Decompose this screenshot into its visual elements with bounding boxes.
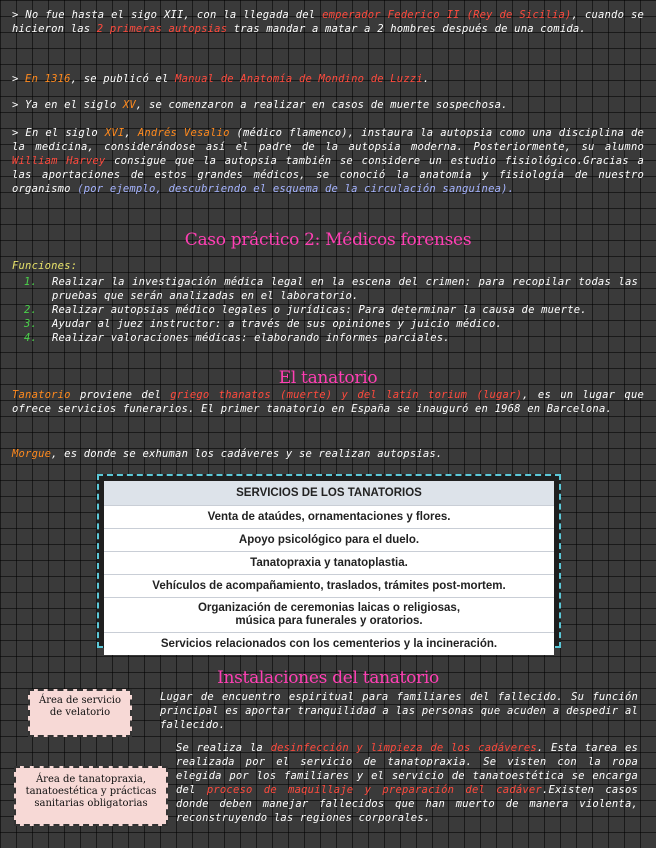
intro-p4-text-3: consigue que la autopsia también se considere un estudio fisiológico.Gracias a las aportaciones de estos grandes médicos, se conoció la anatomía y fisiología de nuestro organismo (12, 155, 644, 195)
services-table-header: SERVICIOS DE LOS TANATORIOS (104, 481, 554, 506)
table-cell: Venta de ataúdes, ornamentaciones y flores. (104, 506, 554, 529)
funciones-list (24, 275, 638, 345)
intro-p4-text: > En el siglo (12, 127, 105, 139)
tanatorio-etymology: griego thanatos (muerte) y del latín torium (lugar) (170, 389, 523, 401)
list-item-number: 2. (24, 304, 38, 316)
intro-p2-manual: Manual de Anatomía de Mondino de Luzzi (175, 73, 423, 85)
table-cell: Organización de ceremonias laicas o religiosas, música para funerales y oratorios. (104, 598, 554, 633)
list-item-text: Realizar valoraciones médicas: elaborando informes parciales. (52, 332, 450, 344)
funciones-label: Funciones: (12, 260, 78, 272)
intro-p4-text-2: (médico flamenco), instaura la autopsia como una disciplina de la medicina, considerándose así el padre de la autopsia moderna. Posteriormente, su alumno (12, 127, 644, 153)
morgue-paragraph (12, 447, 644, 461)
list-item-number: 3. (24, 318, 38, 330)
intro-paragraph-1 (12, 8, 644, 36)
area2-text-3: .Existen casos donde deben manejar fallecidos que han muerto de manera violenta, reconstruyendo las regiones corporales. (176, 784, 638, 824)
list-item-number: 1. (24, 276, 38, 288)
intro-p1-text-2: , cuando se hicieron las (12, 9, 644, 35)
tanatorio-paragraph (12, 388, 644, 416)
list-item (24, 303, 638, 317)
table-cell: Apoyo psicológico para el duelo. (104, 529, 554, 552)
area-velatorio-description: Lugar de encuentro espiritual para familiares del fallecido. Su función principal es aportar tranquilidad a las personas que acuden a despedir al fallecido. (160, 691, 638, 731)
intro-p2-year: En 1316 (25, 73, 71, 85)
intro-p4-example: (por ejemplo, descubriendo el esquema de la circulación sanguínea). (77, 183, 515, 195)
tanatorio-text-2: , es un lugar que ofrece servicios funerarios. El primer tanatorio en España se inauguró en 1968 en Barcelona. (12, 389, 644, 415)
area2-text: Se realiza la (176, 742, 271, 754)
list-item (24, 317, 638, 331)
intro-paragraph-4 (12, 126, 644, 196)
intro-p4-comma: , (124, 127, 138, 139)
intro-paragraph-3 (12, 98, 644, 112)
table-row (104, 506, 554, 529)
area-tanatopraxia-label: Área de tanatopraxia, tanatoestética y prácticas sanitarias obligatorias (14, 766, 168, 826)
tanatorio-text: proviene del (70, 389, 171, 401)
services-table-frame (97, 474, 561, 648)
list-item-text: Realizar la investigación médica legal en la escena del crimen: para recopilar todas las pruebas que serán analizadas en el laboratorio. (52, 276, 638, 302)
table-row (104, 529, 554, 552)
intro-p3-century: XV (122, 99, 136, 111)
area-velatorio-label: Área de servicio de velatorio (28, 689, 132, 737)
intro-p2-text: , se publicó el (70, 73, 176, 85)
intro-p3-text: > Ya en el siglo (12, 99, 123, 111)
table-row (104, 598, 554, 633)
area2-text-2: . Esta tarea es realizada por el servicio de tanatopraxia. Se visten con la ropa elegida por los familiares y el servicio de tanatoestética se encarga del (176, 742, 638, 796)
table-cell: Servicios relacionados con los cementerios y la incineración. (104, 633, 554, 656)
tanatorio-term: Tanatorio (12, 389, 71, 401)
intro-p4-harvey: William Harvey (12, 155, 106, 167)
section-title-medicos-forenses: Caso práctico 2: Médicos forenses (184, 230, 472, 250)
list-item (24, 331, 638, 345)
intro-p4-vesalio: Andrés Vesalio (137, 127, 230, 139)
intro-p1-highlight-autopsias: 2 primeras autopsias (96, 23, 228, 35)
table-row (104, 575, 554, 598)
section-title-tanatorio: El tanatorio (278, 368, 378, 388)
intro-p1-text-3: tras mandar a matar a 2 hombres después de una comida. (227, 23, 586, 35)
intro-p2-marker: > (12, 73, 26, 85)
table-row (104, 633, 554, 656)
intro-p2-end: . (422, 73, 430, 85)
area-tanatopraxia-description (176, 741, 638, 825)
intro-paragraph-2 (12, 72, 644, 86)
table-row (104, 552, 554, 575)
intro-p4-century: XVI (104, 127, 125, 139)
table-cell: Tanatopraxia y tanatoplastia. (104, 552, 554, 575)
area2-highlight-maquillaje: proceso de maquillaje y preparación del cadáver (206, 784, 542, 796)
intro-p1-text: > No fue hasta el sigo XII, con la llegada del (12, 9, 323, 21)
list-item (24, 275, 638, 303)
morgue-text: , es donde se exhuman los cadáveres y se realizan autopsias. (51, 448, 443, 460)
list-item-text: Ayudar al juez instructor: a través de sus opiniones y juicio médico. (52, 318, 502, 330)
morgue-term: Morgue (12, 448, 52, 460)
table-cell: Vehículos de acompañamiento, traslados, trámites post-mortem. (104, 575, 554, 598)
list-item-number: 4. (24, 332, 38, 344)
area2-highlight-desinfeccion: desinfección y limpieza de los cadáveres (270, 742, 537, 754)
intro-p3-text-2: , se comenzaron a realizar en casos de muerte sospechosa. (135, 99, 508, 111)
list-item-text: Realizar autopsias médico legales o jurídicas: Para determinar la causa de muerte. (52, 304, 587, 316)
intro-p1-highlight-emperor: emperador Federico II (Rey de Sicilia) (322, 9, 572, 21)
section-title-instalaciones: Instalaciones del tanatorio (217, 668, 439, 688)
services-table (104, 481, 554, 655)
